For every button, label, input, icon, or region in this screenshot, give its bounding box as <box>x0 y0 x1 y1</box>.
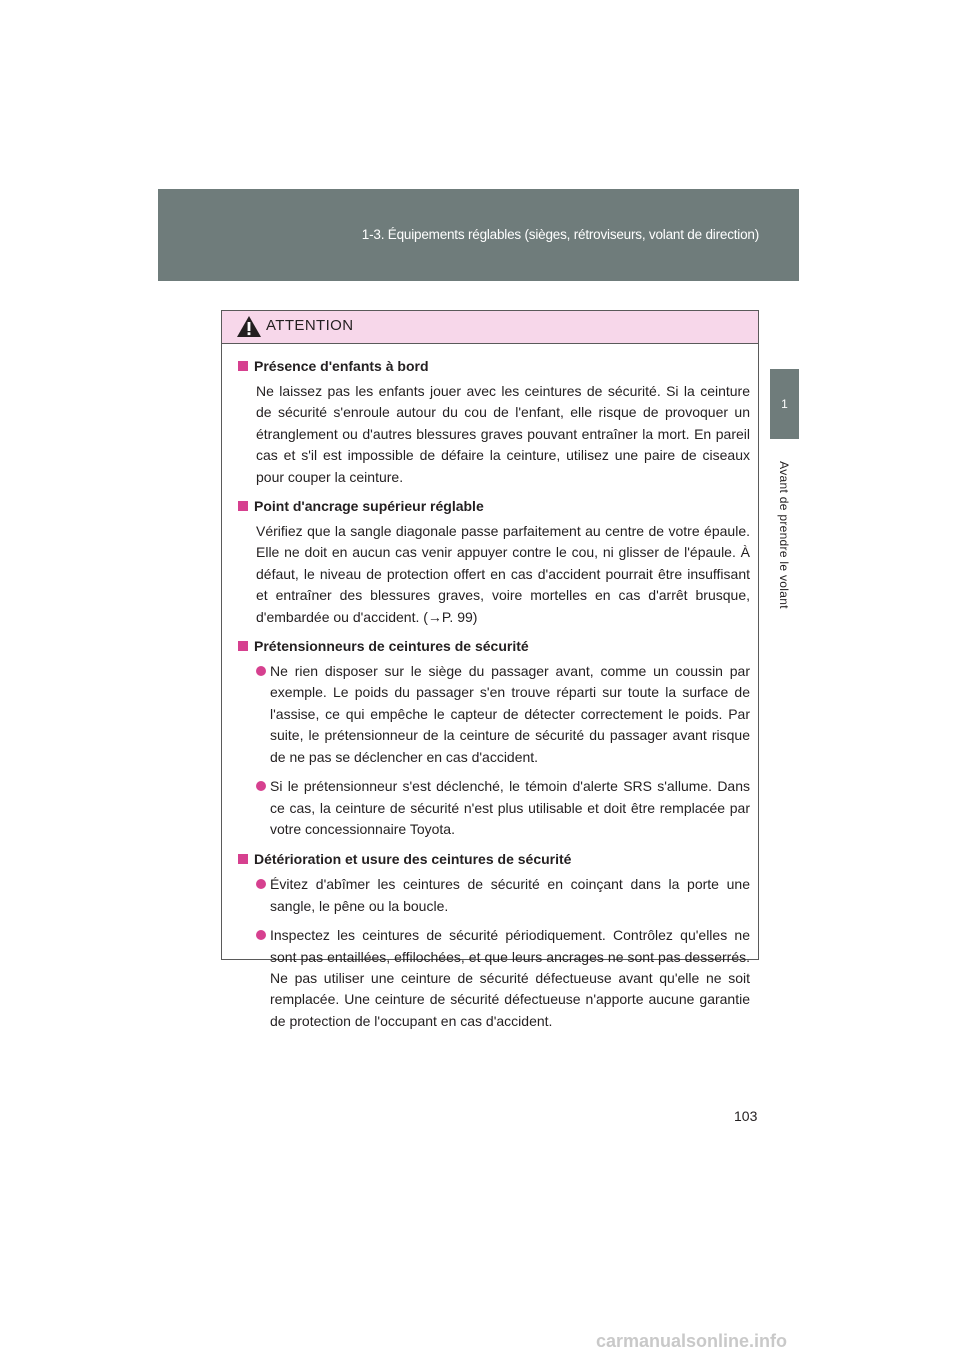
circle-bullet-icon <box>256 930 266 940</box>
list-item-text: Évitez d'abîmer les ceintures de sécurité en coinçant dans la porte une sangle, le pêne ou la boucle. <box>270 876 750 914</box>
section-heading: Prétensionneurs de ceintures de sécurité <box>254 638 529 655</box>
list-item <box>256 925 750 1032</box>
watermark-link[interactable]: carmanualsonline.info <box>596 1331 788 1351</box>
circle-bullet-icon <box>256 879 266 889</box>
section-heading: Détérioration et usure des ceintures de sécurité <box>254 851 572 868</box>
section-upper-anchor <box>238 495 750 628</box>
list-item-text: Si le prétensionneur s'est déclenché, le témoin d'alerte SRS s'allume. Dans ce cas, la ceinture de sécurité n'est plus utilisable et doit être remplacée par votre concessionnaire Toyota. <box>270 778 750 837</box>
chapter-number: 1 <box>781 397 788 411</box>
list-item <box>256 776 750 840</box>
section-wear <box>238 848 750 1032</box>
section-heading: Point d'ancrage supérieur réglable <box>254 498 484 515</box>
section-heading: Présence d'enfants à bord <box>254 358 429 374</box>
warning-title: ATTENTION <box>266 317 354 334</box>
square-bullet-icon <box>238 641 248 651</box>
circle-bullet-icon <box>256 781 266 791</box>
list-item <box>256 661 750 768</box>
warning-header <box>222 311 758 344</box>
circle-bullet-icon <box>256 666 266 676</box>
section-title: 1-3. Équipements réglables (sièges, rétroviseurs, volant de direction) <box>361 227 759 242</box>
square-bullet-icon <box>238 501 248 511</box>
warning-body <box>222 344 758 1032</box>
chapter-title: Avant de prendre le volant <box>777 461 791 609</box>
list-item <box>256 874 750 917</box>
list-item-text: Inspectez les ceintures de sécurité périodiquement. Contrôlez qu'elles ne sont pas entaillées, effilochées, et que leurs ancrages ne sont pas desserrés. Ne pas utiliser une ceinture de sécurité défectueuse avant qu'elle ne soit remplacée. Une ceinture de sécurité défectueuse n'apporte aucune garantie de protection de l'occupant en cas d'accident. <box>270 927 750 1029</box>
warning-triangle-icon <box>236 315 262 338</box>
warning-box <box>221 310 759 1029</box>
page-number: 103 <box>734 1108 758 1124</box>
square-bullet-icon <box>238 361 248 371</box>
chapter-header-band <box>158 189 799 281</box>
section-pretensioners <box>238 635 750 840</box>
list-item-text: Ne rien disposer sur le siège du passager avant, comme un coussin par exemple. Le poids du passager s'en trouve réparti sur toute la surface de l'assise, ce qui empêche le capteur de détecter correctement le poids. Par suite, le prétensionneur de la ceinture de sécurité du passager avant risque de ne pas se déclencher en cas d'accident. <box>270 663 750 765</box>
section-paragraph: Ne laissez pas les enfants jouer avec les ceintures de sécurité. Si la ceinture de sécurité s'enroule autour du cou de l'enfant, elle risque de provoquer un étranglement ou d'autres blessures graves pouvant entraîner la mort. En pareil cas et s'il est impossible de défaire la ceinture, utilisez une paire de ciseaux pour couper la ceinture. <box>256 383 750 485</box>
square-bullet-icon <box>238 854 248 864</box>
chapter-tab <box>770 369 799 439</box>
section-children-on-board <box>238 355 750 488</box>
section-paragraph: Vérifiez que la sangle diagonale passe parfaitement au centre de votre épaule. Elle ne doit en aucun cas venir appuyer contre le cou, ni glisser de l'épaule. À défaut, le niveau de protection offert en cas d'accident pourrait être insuffisant et entraîner des blessures graves, voire mortelles en cas d'arrêt brusque, d'embardée ou d'accident. (→P. 99) <box>256 523 750 625</box>
